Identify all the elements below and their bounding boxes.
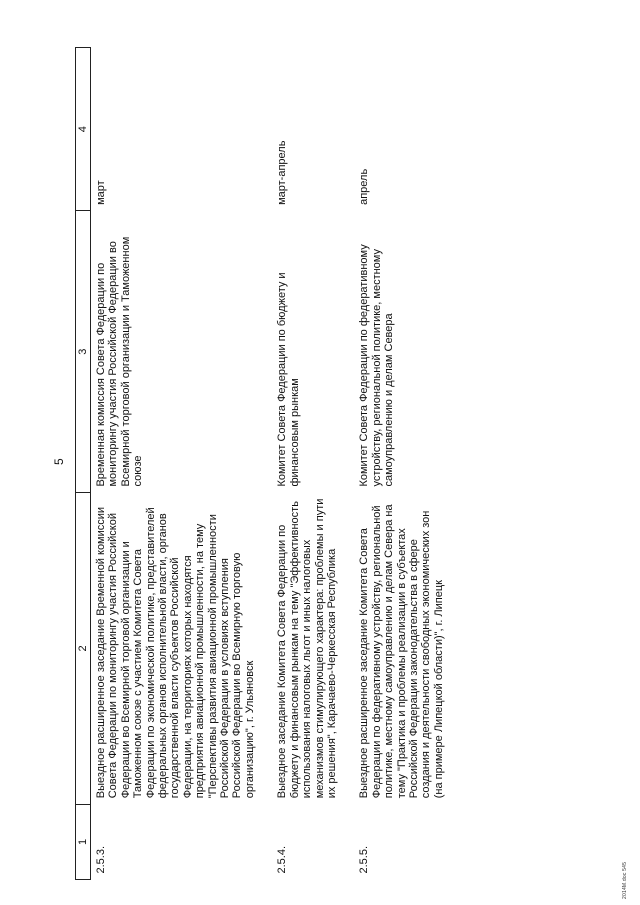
column-header: 2 (76, 493, 91, 805)
table-row (354, 48, 461, 880)
column-header: 4 (76, 48, 91, 211)
page-number: 5 (52, 458, 66, 465)
responsible-body: Комитет Совета Федерации по федеративному устройству, региональной политике, местному самоуправлению и делам Севера (358, 244, 396, 487)
table-row (91, 48, 273, 880)
plan-table (75, 47, 461, 880)
event-description: Выездное расширенное заседание Комитета Совета Федерации по федеративному устройству, региональной политике, местному самоуправлению и делам Севера на тему "Практика и проблемы реализации в субъектах Российской Федерации законодательства в сфере создания и деятельности свободных экономических зон (на примере Липецкой области)", г. Липецк (358, 504, 445, 799)
table-header-row (76, 48, 91, 880)
item-number: 2.5.5. (358, 845, 371, 874)
event-date: март-апрель (276, 140, 289, 205)
event-description: Выездное заседание Комитета Совета Федерации по бюджету и финансовым рынкам на тему "Эффективность использования налоговых льгот и иных налоговых механизмов стимулирующего характера: проблемы и пути их решения", Карачаево-Черкесская Республика (276, 498, 338, 799)
responsible-body: Временная комиссия Совета Федерации по мониторингу участия Российской Федерации во Всемирной торговой организации и Таможенном союзе (95, 236, 145, 487)
item-number: 2.5.4. (276, 845, 289, 874)
column-header: 3 (76, 211, 91, 493)
event-description: Выездное расширенное заседание Временной комиссии Совета Федерации по мониторингу участия Российской Федерации во Всемирной торговой организации и Таможенном союзе с участием Комитета Совета Федерации по экономической политике, представителей федеральных органов исполнительной власти, органов государственной власти субъектов Российской Федерации, на территориях которых находятся предприятия авиационной промышленности, на тему "Перспективы развития авиационной промышленности Российской Федерации в условиях вступления Российской Федерации во Всемирную торговую организацию", г. Ульяновск (95, 506, 256, 799)
file-footer: 2014M.doc 545 (622, 861, 628, 899)
item-number: 2.5.3. (95, 845, 107, 874)
responsible-body: Комитет Совета Федерации по бюджету и финансовым рынкам (276, 272, 301, 487)
column-header: 1 (76, 804, 91, 879)
event-date: апрель (358, 168, 371, 205)
table-row (272, 48, 354, 880)
event-date: март (95, 180, 107, 205)
